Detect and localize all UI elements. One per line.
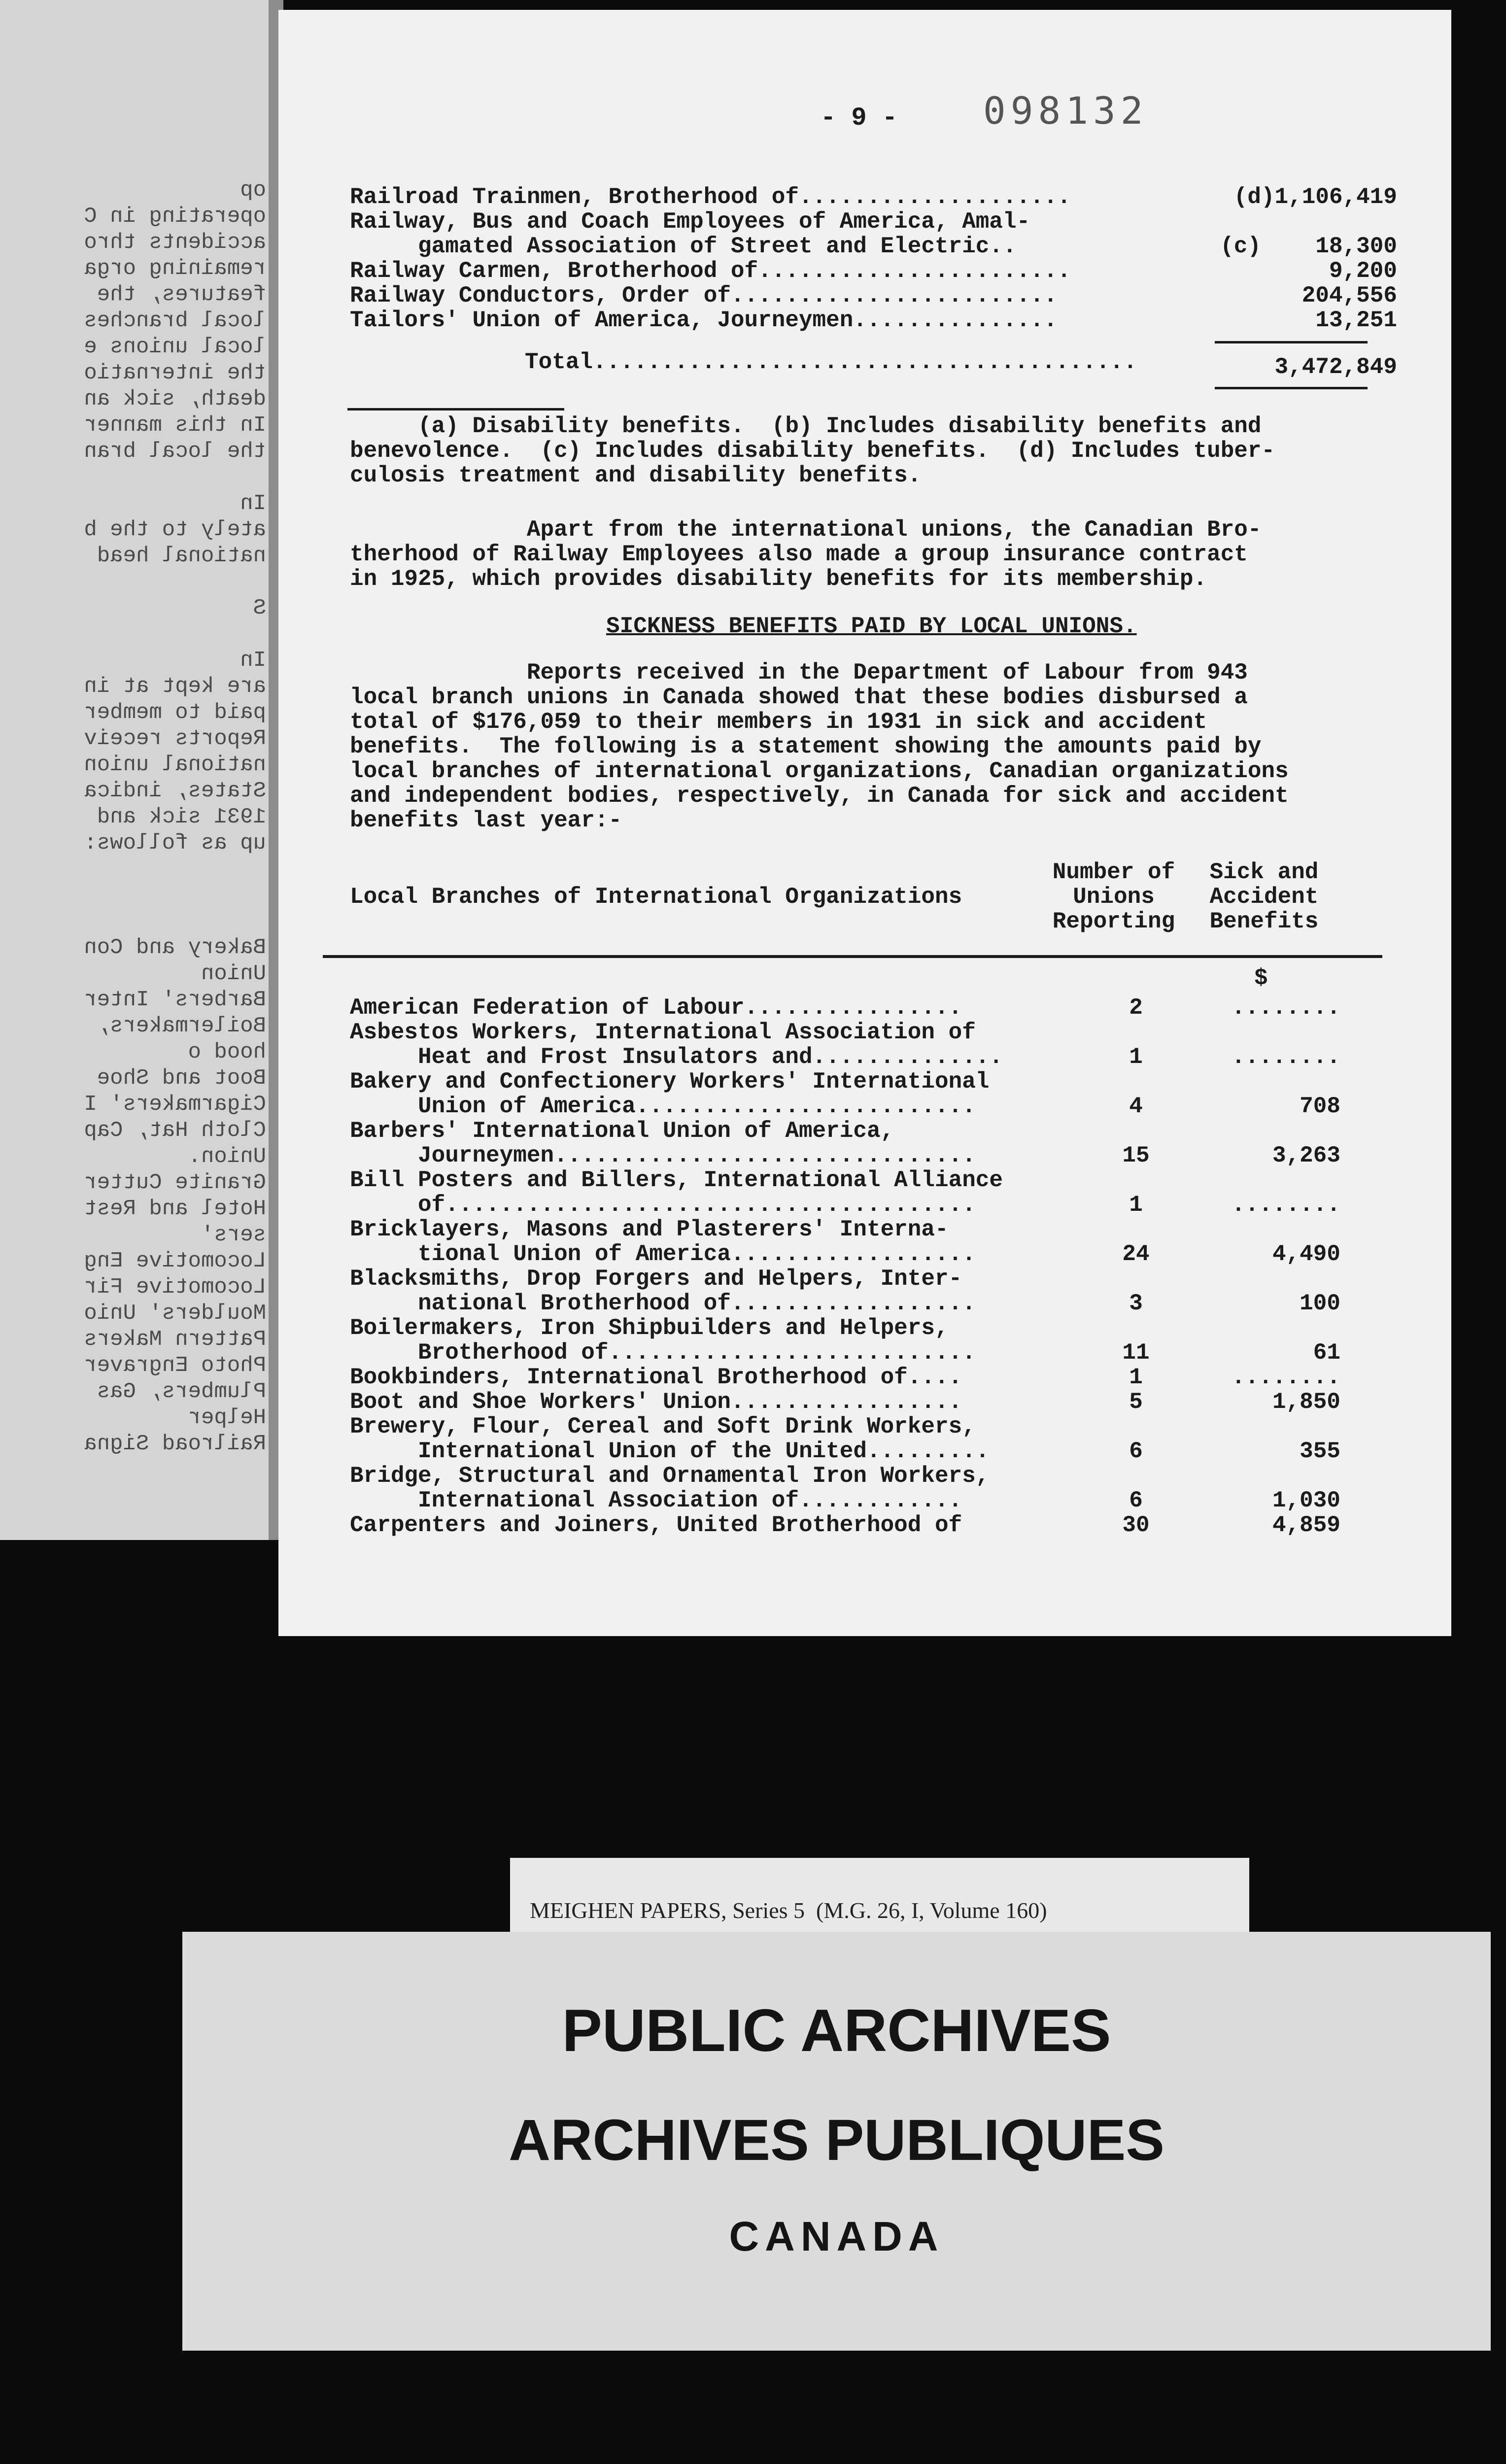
table-row-organization: Brewery, Flour, Cereal and Soft Drink Workers,	[350, 1414, 976, 1439]
table-row-unions-count: 1	[1129, 1365, 1143, 1390]
table-row-organization: International Union of the United.........	[350, 1438, 990, 1464]
paragraph-line: benefits. The following is a statement showing the amounts paid by	[350, 734, 1262, 759]
document-page	[278, 10, 1451, 1636]
paragraph-line: Reports received in the Department of Labour from 943	[350, 660, 1248, 685]
column-header-unions-2: Unions	[1073, 884, 1155, 910]
archive-stamp-number: 098132	[983, 89, 1148, 133]
archive-card	[182, 1932, 1491, 2351]
table-row-benefits: 3,263	[1272, 1143, 1340, 1168]
total-value: 3,472,849	[1274, 354, 1397, 380]
paragraph-line: and independent bodies, respectively, in Canada for sick and accident	[350, 783, 1289, 809]
table-row-unions-count: 24	[1122, 1241, 1150, 1267]
column-header-benefits-2: Accident	[1209, 884, 1319, 910]
footnote-line: culosis treatment and disability benefits.	[350, 463, 922, 488]
table-row-unions-count: 1	[1129, 1044, 1143, 1070]
archive-country: CANADA	[729, 2213, 944, 2259]
table-row-unions-count: 1	[1129, 1192, 1143, 1218]
table-row-value: 9,200	[1329, 258, 1397, 284]
table-row-unions-count: 4	[1129, 1094, 1143, 1119]
table-row-organization: Heat and Frost Insulators and..............	[350, 1044, 1003, 1070]
paragraph-line: local branch unions in Canada showed that these bodies disbursed a	[350, 684, 1248, 710]
table-row-unions-count: 5	[1129, 1389, 1143, 1415]
archive-title-english: PUBLIC ARCHIVES	[562, 1997, 1111, 2064]
table-row-benefits: 1,850	[1272, 1389, 1340, 1415]
subtotal-rule	[1215, 341, 1368, 343]
table-row-organization: Blacksmiths, Drop Forgers and Helpers, Inter-	[350, 1266, 962, 1292]
page-number: - 9 -	[821, 103, 898, 133]
table-row-name: gamated Association of Street and Electric..	[350, 234, 1017, 259]
total-label: Total........................................	[525, 349, 1137, 375]
column-header-unions-1: Number of	[1052, 859, 1175, 885]
table-row-unions-count: 3	[1129, 1291, 1143, 1316]
table-row-benefits: 1,030	[1272, 1488, 1340, 1513]
table-row-value: (c) 18,300	[1220, 234, 1397, 259]
footnote-line: (a) Disability benefits. (b) Includes disability benefits and	[350, 413, 1262, 439]
table-row-organization: Union of America.........................	[350, 1094, 976, 1119]
left-page-strip	[0, 0, 269, 1540]
table-row-name: Railway, Bus and Coach Employees of America, Amal-	[350, 209, 1030, 235]
column-header-unions-3: Reporting	[1052, 909, 1175, 934]
table-row-organization: Asbestos Workers, International Association of	[350, 1020, 976, 1045]
table-row-value: (d)1,106,419	[1233, 184, 1397, 210]
table-row-organization: national Brotherhood of..................	[350, 1291, 976, 1316]
table-row-value: 13,251	[1315, 308, 1397, 333]
table-row-benefits: 355	[1300, 1438, 1340, 1464]
table-row-organization: American Federation of Labour................	[350, 995, 962, 1021]
table-row-organization: Boot and Shoe Workers' Union.................	[350, 1389, 962, 1415]
column-header-organization: Local Branches of International Organizations	[350, 884, 962, 910]
column-header-benefits-1: Sick and	[1209, 859, 1319, 885]
table-row-organization: Brotherhood of...........................	[350, 1340, 976, 1366]
table-row-unions-count: 15	[1122, 1143, 1150, 1168]
table-row-unions-count: 6	[1129, 1438, 1143, 1464]
table-row-benefits: 708	[1300, 1094, 1340, 1119]
reference-strip	[510, 1858, 1249, 1934]
table-row-organization: of.......................................	[350, 1192, 976, 1218]
table-row-benefits: ........	[1232, 1365, 1340, 1390]
paragraph-line: benefits last year:-	[350, 808, 622, 833]
archive-title-french: ARCHIVES PUBLIQUES	[509, 2108, 1164, 2173]
footnote-rule	[347, 408, 564, 411]
total-rule	[1215, 387, 1368, 389]
table-row-unions-count: 6	[1129, 1488, 1143, 1513]
table-row-benefits: 4,490	[1272, 1241, 1340, 1267]
table-row-benefits: ........	[1232, 1192, 1340, 1218]
table-row-organization: Bookbinders, International Brotherhood of....	[350, 1365, 962, 1390]
table-row-unions-count: 30	[1122, 1512, 1150, 1538]
left-page-text: op operating in C accidents thro remaining orga features, the local branches local unions e the internatio death, sick an In this manner the local bran In ately to the b national head S In are kept at in paid to member Reports receiv national union States, indica 1931 sick and up as follows: Bakery and Con Union Barbers' Inter Boilermakers, hood o Boot and Shoe Cigarmakers' I Cloth Hat, Cap Union. Granite Cutter Hotel and Rest sers' Locomotive Eng Locomotive Fir Moulders' Unio Pattern Makers Photo Engraver Plumbers, Gas Helper Railroad Signa	[84, 178, 266, 1456]
currency-symbol: $	[1254, 965, 1268, 991]
table-row-organization: Bill Posters and Billers, International Alliance	[350, 1167, 1003, 1193]
table-row-unions-count: 11	[1122, 1340, 1150, 1366]
paragraph-line: local branches of international organizations, Canadian organizations	[350, 758, 1289, 784]
table-row-organization: Bakery and Confectionery Workers' International	[350, 1069, 990, 1095]
table-row-value: 204,556	[1301, 283, 1397, 308]
paragraph-line: total of $176,059 to their members in 1931 in sick and accident	[350, 709, 1207, 735]
table-row-organization: Barbers' International Union of America,	[350, 1118, 894, 1144]
table-header-rule	[323, 955, 1382, 958]
column-header-benefits-3: Benefits	[1209, 909, 1319, 934]
table-row-organization: International Association of............	[350, 1488, 962, 1513]
table-row-benefits: 4,859	[1272, 1512, 1340, 1538]
table-row-name: Tailors' Union of America, Journeymen...............	[350, 308, 1058, 333]
table-row-organization: Bridge, Structural and Ornamental Iron Workers,	[350, 1463, 990, 1489]
table-row-name: Railway Carmen, Brotherhood of.......................	[350, 258, 1071, 284]
table-row-benefits: 61	[1313, 1340, 1340, 1366]
footnote-line: benevolence. (c) Includes disability benefits. (d) Includes tuber-	[350, 438, 1275, 464]
paragraph-line: Apart from the international unions, the Canadian Bro-	[350, 517, 1262, 543]
section-heading: SICKNESS BENEFITS PAID BY LOCAL UNIONS.	[606, 614, 1137, 639]
table-row-name: Railway Conductors, Order of........................	[350, 283, 1058, 308]
table-row-benefits: 100	[1300, 1291, 1340, 1316]
table-row-name: Railroad Trainmen, Brotherhood of....................	[350, 184, 1071, 210]
table-row-benefits: ........	[1232, 995, 1340, 1021]
table-row-benefits: ........	[1232, 1044, 1340, 1070]
table-row-organization: Bricklayers, Masons and Plasterers' Interna-	[350, 1217, 949, 1242]
paragraph-line: in 1925, which provides disability benefits for its membership.	[350, 566, 1207, 592]
table-row-organization: Carpenters and Joiners, United Brotherhood of	[350, 1512, 962, 1538]
table-row-organization: Boilermakers, Iron Shipbuilders and Helpers,	[350, 1315, 949, 1341]
paragraph-line: therhood of Railway Employees also made a group insurance contract	[350, 542, 1248, 567]
table-row-unions-count: 2	[1129, 995, 1143, 1021]
table-row-organization: Journeymen...............................	[350, 1143, 976, 1168]
archive-reference: MEIGHEN PAPERS, Series 5 (M.G. 26, I, Volume 160)	[530, 1898, 1047, 1923]
table-row-organization: tional Union of America..................	[350, 1241, 976, 1267]
